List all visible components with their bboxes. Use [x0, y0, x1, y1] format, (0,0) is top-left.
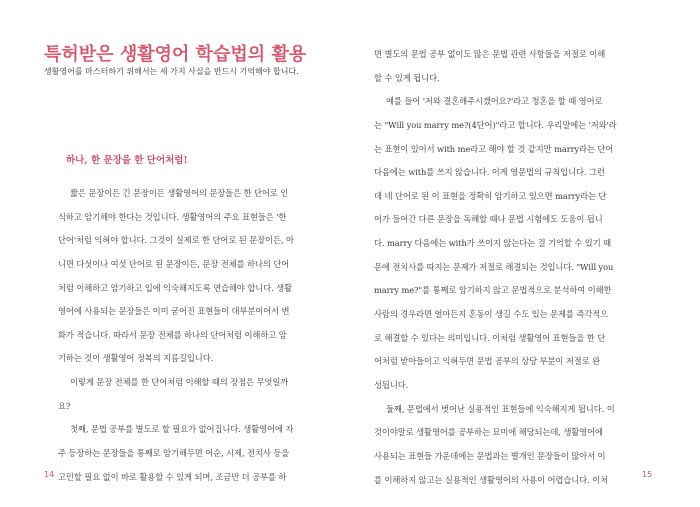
- text-line: 어가 들어간 다른 문장을 독해할 때나 문법 시험에도 도움이 됩니: [374, 214, 603, 225]
- page-number-right: 15: [642, 470, 653, 479]
- text-line: 이렇게 문장 전체를 한 단어처럼 이해할 때의 장점은 무엇일까: [70, 377, 289, 388]
- text-line: 화가 적습니다. 따라서 문장 전체를 하나의 단어처럼 이해하고 암: [58, 329, 287, 340]
- text-line: 영어에 사용되는 문장들은 이미 굳어진 표현들이 대부분이어서 변: [58, 306, 290, 317]
- left-body-text: [58, 185, 320, 492]
- text-line: 니면 다섯이나 여섯 단어로 된 문장이든, 문장 전체를 하나의 단어: [58, 258, 290, 269]
- text-line: 로 해결할 수 있다는 의미입니다. 이처럼 생활영어 표현들을 한 단: [374, 332, 606, 343]
- page-number-left: 14: [44, 470, 55, 479]
- text-line: 데 네 단어로 된 이 표현을 정확히 암기하고 있으면 marry라는 단: [374, 190, 607, 201]
- text-line: 면 별도의 문법 공부 없이도 많은 문법 관련 사항들을 저절로 이해: [374, 49, 606, 59]
- text-line: 사용되는 표현들 가운데에는 문법과는 별개인 문장들이 많아서 이: [374, 450, 606, 461]
- text-line: 요?: [58, 400, 71, 411]
- text-line: 할 수 있게 됩니다.: [374, 72, 440, 83]
- text-line: 둘째, 문법에서 벗어난 실용적인 표현들에 익숙해지게 됩니다. 이: [386, 403, 615, 414]
- text-line: 짧은 문장이든 긴 문장이든 생활영어의 문장들은 한 단어로 인: [70, 188, 289, 198]
- text-line: 처럼 이해하고 암기하고 입에 익숙해지도록 연습해야 합니다. 생활: [58, 282, 293, 293]
- text-line: 주 등장하는 문장들을 통째로 암기해두면 어순, 시제, 전치사 등을: [58, 448, 290, 459]
- text-line: 식하고 암기해야 한다는 것입니다. 생활영어의 주요 표현들은 '한: [58, 211, 287, 222]
- section-heading: 하나, 한 문장을 한 단어처럼!: [66, 155, 188, 166]
- text-line: 다음에는 with를 쓰지 않습니다. 이게 영문법의 규칙입니다. 그런: [374, 167, 605, 178]
- text-line: 성됩니다.: [374, 379, 409, 390]
- text-line: 고민할 필요 없이 바로 활용할 수 있게 되며, 조금만 더 공부를 하: [58, 471, 287, 482]
- right-body-text: [374, 46, 653, 495]
- text-line: 단어'처럼 익혀야 합니다. 그것이 실제로 한 단어로 된 문장이든, 아: [58, 235, 294, 246]
- text-line: 어처럼 받아들이고 익혀두면 문법 공부의 상당 부분이 저절로 완: [374, 356, 601, 367]
- text-line: 는 표현이 있어서 with me라고 해야 할 것 같지만 marry라는 단어: [374, 143, 614, 154]
- chapter-title: 특허받은 생활영어 학습법의 활용: [44, 44, 307, 65]
- text-line: 예를 들어 '저와 결혼해주시겠어요?'라고 청혼을 할 때 영어로: [386, 96, 603, 107]
- text-line: 것이야말로 생활영어를 공부하는 묘미에 해당되는데, 생활영어에: [374, 427, 603, 438]
- right-page: [350, 0, 700, 507]
- text-line: 는 "Will you marry me?(4단어)"라고 합니다. 우리말에는 '저와'라: [374, 119, 617, 130]
- text-line: marry me?"를 통째로 암기하지 않고 문법적으로 분석하여 이해한: [374, 285, 612, 296]
- text-line: 를 이해하지 않고는 실용적인 생활영어의 사용이 어렵습니다. 이처: [374, 474, 609, 485]
- text-line: 다. marry 다음에는 with가 쓰이지 않는다는 걸 기억할 수 있기 때: [374, 238, 612, 249]
- text-line: 사람의 경우라면 얼마든지 혼동이 생길 수도 있는 문제를 즉각적으: [374, 309, 609, 320]
- text-line: 첫째, 문법 공부를 별도로 할 필요가 없어집니다. 생활영어에 자: [70, 424, 294, 435]
- text-line: 기하는 것이 생활영어 정복의 지름길입니다.: [58, 353, 214, 364]
- text-line: 문에 전치사를 따지는 문제가 저절로 해결되는 것입니다. "Will you: [374, 261, 614, 272]
- chapter-subtitle: 생활영어를 마스터하기 위해서는 세 가지 사실을 반드시 기억해야 합니다.: [44, 67, 299, 76]
